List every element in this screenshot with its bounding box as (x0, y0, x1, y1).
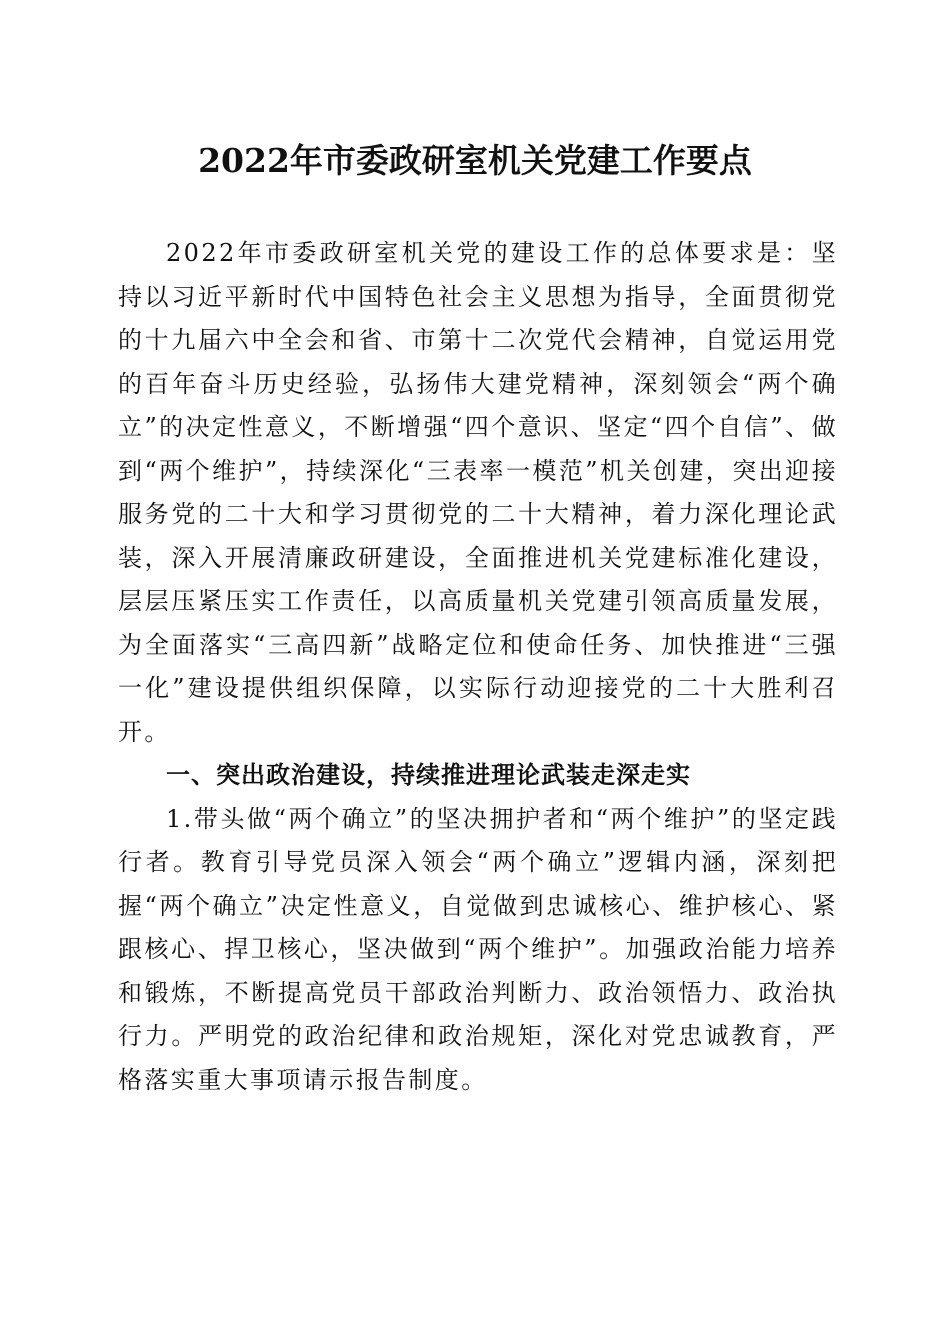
document-title: 2022年市委政研室机关党建工作要点 (198, 141, 752, 180)
document-body (118, 232, 838, 1102)
item-paragraph-1: 1.带头做“两个确立”的坚决拥护者和“两个维护”的坚定践行者。教育引导党员深入领会“两个确立”逻辑内涵，深刻把握“两个确立”决定性意义，自觉做到忠诚核心、维护核心、紧跟核心、捍卫核心，坚决做到“两个维护”。加强政治能力培养和锻炼，不断提高党员干部政治判断力、政治领悟力、政治执行力。严明党的政治纪律和政治规矩，深化对党忠诚教育，严格落实重大事项请示报告制度。 (118, 804, 838, 1094)
section-heading-1: 一、突出政治建设，持续推进理论武装走深走实 (166, 761, 691, 789)
intro-paragraph: 2022年市委政研室机关党的建设工作的总体要求是：坚持以习近平新时代中国特色社会主义思想为指导，全面贯彻党的十九届六中全会和省、市第十二次党代会精神，自觉运用党的百年奋斗历史经验，弘扬伟大建党精神，深刻领会“两个确立”的决定性意义，不断增强“四个意识、坚定“四个自信”、做到“两个维护”，持续深化“三表率一模范”机关创建，突出迎接服务党的二十大和学习贯彻党的二十大精神，着力深化理论武装，深入开展清廉政研建设，全面推进机关党建标准化建设，层层压紧压实工作责任，以高质量机关党建引领高质量发展，为全面落实“三高四新”战略定位和使命任务、加快推进“三强一化”建设提供组织保障，以实际行动迎接党的二十大胜利召开。 (118, 239, 838, 746)
